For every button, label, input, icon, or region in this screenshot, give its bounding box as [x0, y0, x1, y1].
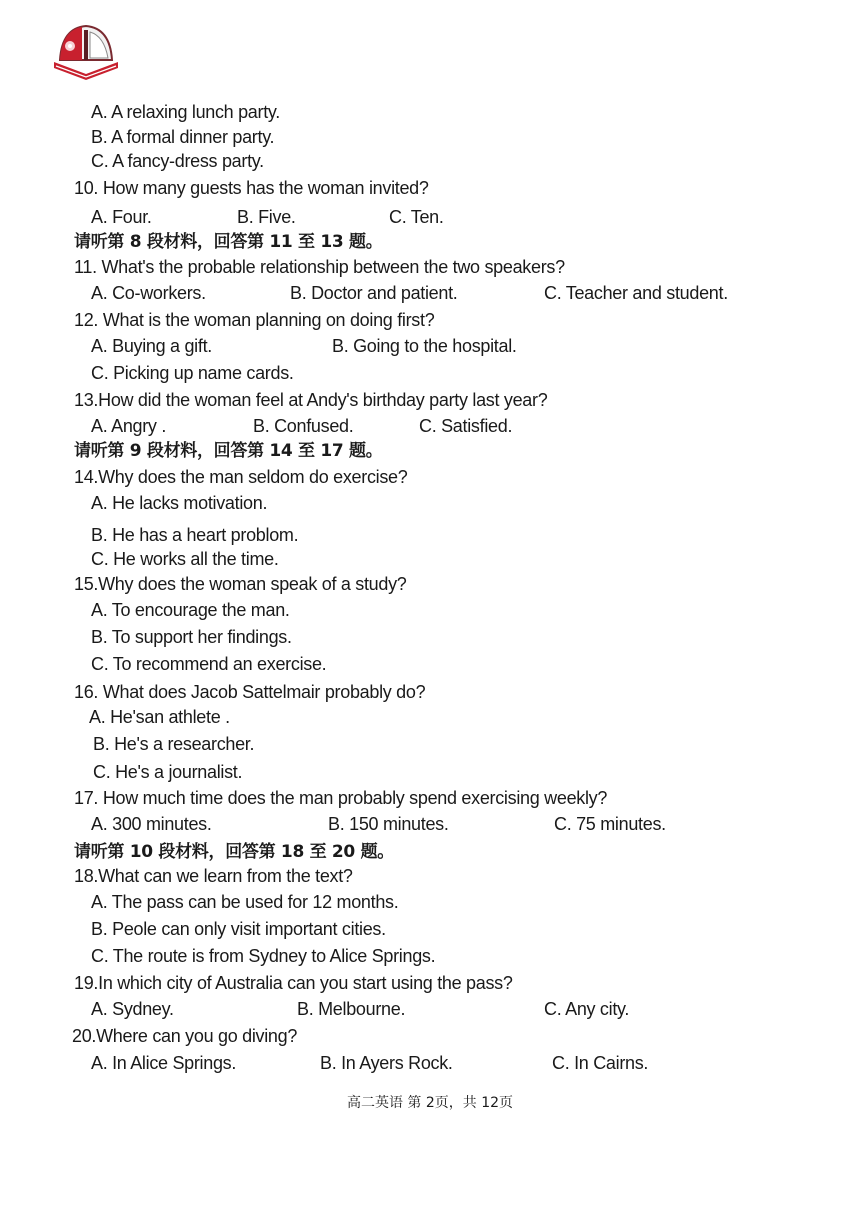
q16-option-b: B. He's a researcher. — [93, 734, 255, 754]
section-8-heading: 请听第 8 段材料，回答第 11 至 13 题。 — [74, 232, 383, 252]
page-footer: 高二英语 第 2页，共 12页 — [346, 1095, 514, 1111]
q20-text: 20.Where can you go diving? — [72, 1026, 298, 1046]
q9-option-b: B. A formal dinner party. — [91, 127, 275, 147]
q13-option-a: A. Angry . — [91, 416, 167, 436]
q18-option-a: A. The pass can be used for 12 months. — [91, 892, 399, 912]
q20-option-c: C. In Cairns. — [552, 1053, 649, 1073]
q12-text: 12. What is the woman planning on doing first? — [74, 310, 435, 330]
q14-text: 14.Why does the man seldom do exercise? — [74, 467, 408, 487]
q12-option-a: A. Buying a gift. — [91, 336, 212, 356]
q18-option-c: C. The route is from Sydney to Alice Springs. — [91, 946, 436, 966]
q17-option-a: A. 300 minutes. — [91, 814, 212, 834]
q14-option-c: C. He works all the time. — [91, 549, 279, 569]
q20-option-b: B. In Ayers Rock. — [320, 1053, 453, 1073]
q19-text: 19.In which city of Australia can you start using the pass? — [74, 973, 513, 993]
q10-text: 10. How many guests has the woman invited? — [74, 178, 429, 198]
q11-option-b: B. Doctor and patient. — [290, 283, 458, 303]
q17-option-c: C. 75 minutes. — [554, 814, 666, 834]
q15-text: 15.Why does the woman speak of a study? — [74, 574, 407, 594]
q16-option-a: A. He'san athlete . — [89, 707, 230, 727]
section-9-heading: 请听第 9 段材料，回答第 14 至 17 题。 — [74, 441, 383, 461]
q14-option-a: A. He lacks motivation. — [91, 493, 268, 513]
q10-option-a: A. Four. — [91, 207, 152, 227]
q12-option-c: C. Picking up name cards. — [91, 363, 294, 383]
q10-option-c: C. Ten. — [389, 207, 444, 227]
section-10-heading: 请听第 10 段材料，回答第 18 至 20 题。 — [74, 842, 394, 862]
q19-option-a: A. Sydney. — [91, 999, 174, 1019]
q16-text: 16. What does Jacob Sattelmair probably do? — [74, 682, 426, 702]
q15-option-b: B. To support her findings. — [91, 627, 292, 647]
q13-option-c: C. Satisfied. — [419, 416, 513, 436]
q9-option-c: C. A fancy-dress party. — [91, 151, 264, 171]
q11-option-c: C. Teacher and student. — [544, 283, 728, 303]
q16-option-c: C. He's a journalist. — [93, 762, 243, 782]
school-emblem-icon — [52, 22, 120, 84]
q13-option-b: B. Confused. — [253, 416, 354, 436]
q18-text: 18.What can we learn from the text? — [74, 866, 353, 886]
q10-option-b: B. Five. — [237, 207, 296, 227]
q9-option-a: A. A relaxing lunch party. — [91, 102, 280, 122]
q14-option-b: B. He has a heart problom. — [91, 525, 299, 545]
q11-option-a: A. Co-workers. — [91, 283, 206, 303]
q17-option-b: B. 150 minutes. — [328, 814, 449, 834]
q19-option-b: B. Melbourne. — [297, 999, 406, 1019]
q17-text: 17. How much time does the man probably spend exercising weekly? — [74, 788, 608, 808]
q13-text: 13.How did the woman feel at Andy's birthday party last year? — [74, 390, 548, 410]
q20-option-a: A. In Alice Springs. — [91, 1053, 237, 1073]
q15-option-c: C. To recommend an exercise. — [91, 654, 327, 674]
q19-option-c: C. Any city. — [544, 999, 630, 1019]
q11-text: 11. What's the probable relationship between the two speakers? — [74, 257, 565, 277]
q18-option-b: B. Peole can only visit important cities. — [91, 919, 386, 939]
q15-option-a: A. To encourage the man. — [91, 600, 290, 620]
q12-option-b: B. Going to the hospital. — [332, 336, 517, 356]
